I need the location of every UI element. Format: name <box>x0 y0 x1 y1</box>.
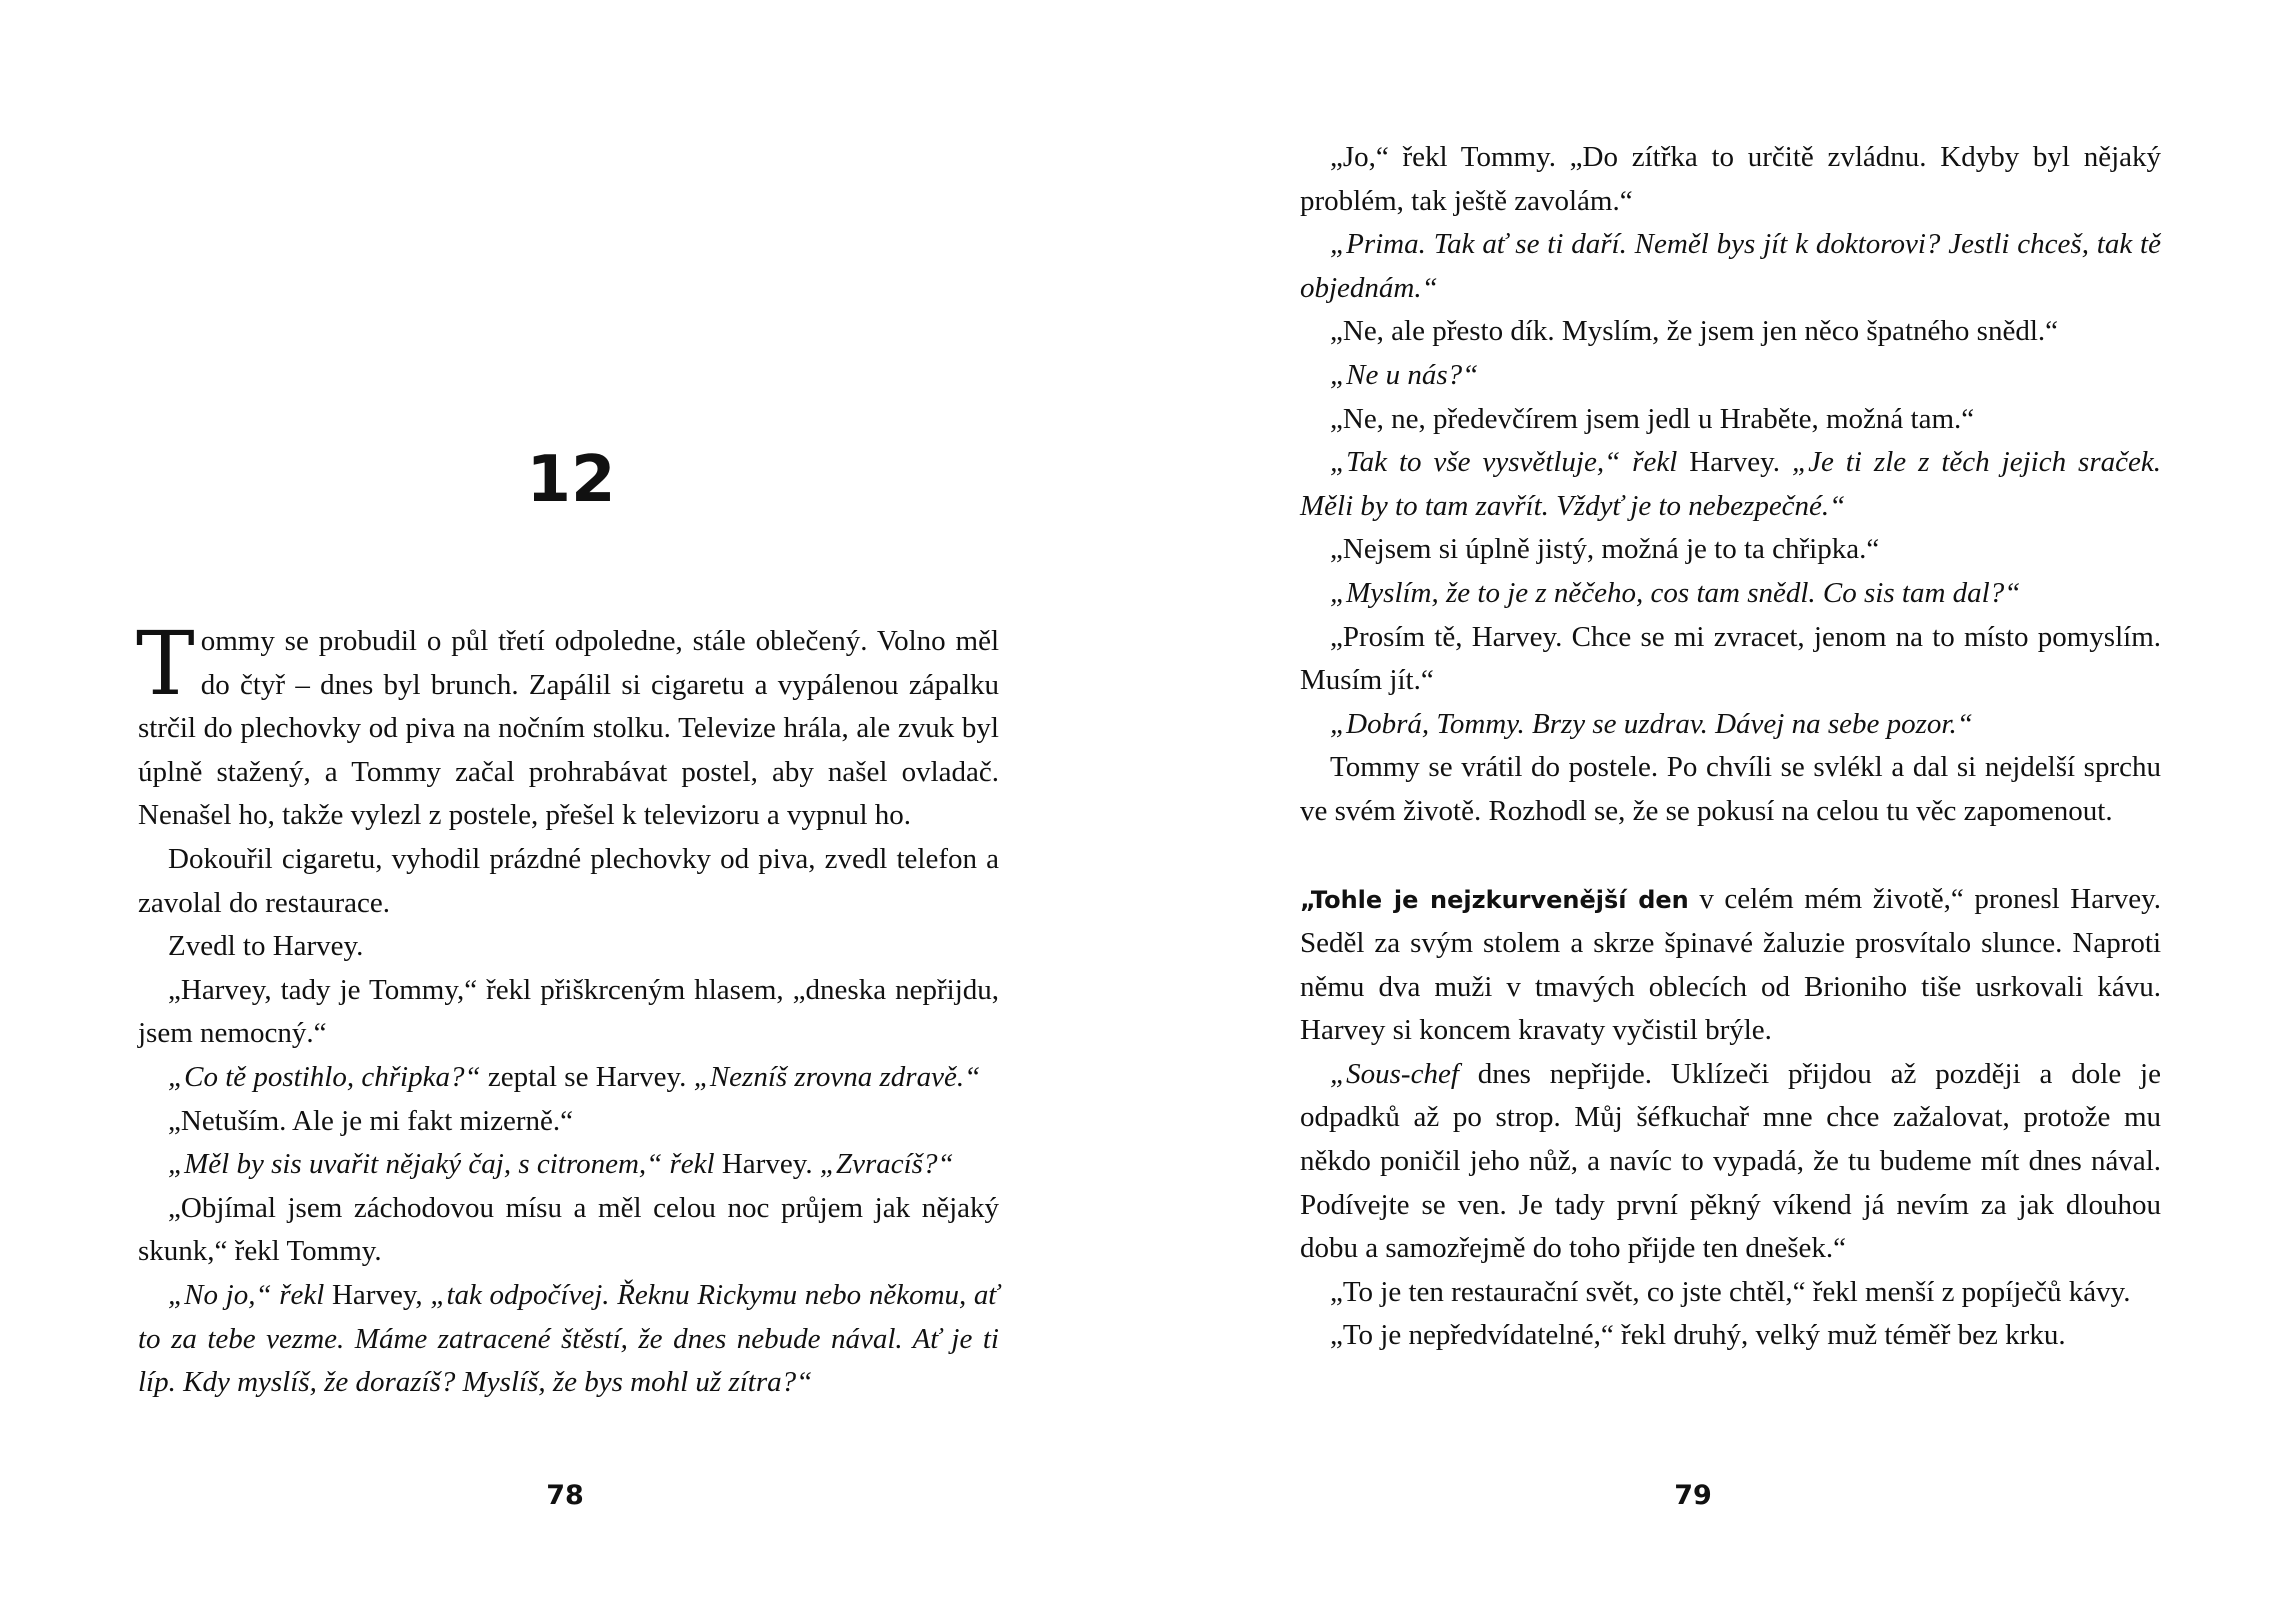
paragraph: „Harvey, tady je Tommy,“ řekl přiškrceným hlasem, „dneska nepřijdu, jsem nemocný.“ <box>138 973 999 1050</box>
drop-cap: T <box>136 612 195 715</box>
paragraph: „Prosím tě, Harvey. Chce se mi zvracet, jenom na to místo pomyslím. Musím jít.“ <box>1300 620 2161 697</box>
left-page-text <box>136 612 999 1405</box>
section-break <box>1300 834 2161 878</box>
paragraph: „Jo,“ řekl Tommy. „Do zítřka to určitě zvládnu. Kdyby byl nějaký problém, tak ještě zavolám.“ <box>1300 141 2161 217</box>
paragraph: „Tak to vše vysvětluje,“ řekl Harvey. „Je ti zle z těch jejich sraček. Měli by to tam zavřít. Vždyť je to nebezpečné.“ <box>1300 446 2161 522</box>
paragraph: „Měl by sis uvařit nějaký čaj, s citronem,“ řekl Harvey. „Zvracíš?“ <box>168 1148 954 1181</box>
paragraph: Tommy se probudil o půl třetí odpoledne, stále oblečený. Volno měl do čtyř – dnes byl brunch. Zapálil si cigaretu a vypálenou zápalku strčil do plechovky od piva na nočním stolku. Televize hrála, ale zvuk byl úplně stažený, a Tommy začal prohrabávat postel, aby našel ovladač. Nenašel ho, takže vylezl z postele, přešel k televizoru a vypnul ho. <box>136 612 999 832</box>
paragraph: „Ne u nás?“ <box>1330 358 1479 391</box>
paragraph: „Objímal jsem záchodovou mísu a měl celou noc průjem jak nějaký skunk,“ řekl Tommy. <box>138 1191 999 1268</box>
paragraph: „Myslím, že to je z něčeho, cos tam snědl. Co sis tam dal?“ <box>1330 576 2021 609</box>
paragraph: „Tohle je nejzkurvenější den v celém mém životě,“ pronesl Harvey. Seděl za svým stolem a skrze špinavé žaluzie prosvítalo slunce. Naproti němu dva muži v tmavých oblecích od Brioniho tiše usrkovali kávu. Harvey si koncem kravaty vyčistil brýle. <box>1300 882 2162 1047</box>
paragraph: „To je nepředvídatelné,“ řekl druhý, velký muž téměř bez krku. <box>1330 1319 2066 1352</box>
paragraph: „Co tě postihlo, chřipka?“ zeptal se Harvey. „Nezníš zrovna zdravě.“ <box>168 1060 981 1093</box>
paragraph: „Dobrá, Tommy. Brzy se uzdrav. Dávej na sebe pozor.“ <box>1330 707 1973 740</box>
right-page-text <box>1300 136 2161 1358</box>
right-page <box>1142 0 2284 1615</box>
paragraph: Zvedl to Harvey. <box>168 930 364 963</box>
page-number: 78 <box>546 1480 584 1511</box>
paragraph: „Netuším. Ale je mi fakt mizerně.“ <box>168 1104 574 1137</box>
paragraph: „Nejsem si úplně jistý, možná je to ta chřipka.“ <box>1330 533 1880 566</box>
page-number: 79 <box>1674 1480 1712 1511</box>
paragraph: „No jo,“ řekl Harvey, „tak odpočívej. Řeknu Rickymu nebo někomu, ať to za tebe vezme. Máme zatracené štěstí, že dnes nebude nával. Ať je ti líp. Kdy myslíš, že dorazíš? Myslíš, že bys mohl už zítra?“ <box>138 1278 999 1399</box>
paragraph: Tommy se vrátil do postele. Po chvíli se svlékl a dal si nejdelší sprchu ve svém životě. Rozhodl se, že se pokusí na celou tu věc zapomenout. <box>1300 751 2161 827</box>
paragraph: Dokouřil cigaretu, vyhodil prázdné plechovky od piva, zvedl telefon a zavolal do restaurace. <box>138 842 999 919</box>
paragraph: „Ne, ale přesto dík. Myslím, že jsem jen něco špatného snědl.“ <box>1330 315 2059 348</box>
paragraph: „Sous-chef dnes nepřijde. Uklízeči přijdou až později a dole je odpadků až po strop. Můj šéfkuchař mne chce zažalovat, protože mu někdo poničil jeho nůž, a navíc to vypadá, že tu budeme mít dnes nával. Podívejte se ven. Je tady první pěkný víkend já nevím za jak dlouhou dobu a samozřejmě do toho přijde ten dnešek.“ <box>1300 1057 2161 1265</box>
paragraph: „To je ten restaurační svět, co jste chtěl,“ řekl menší z popíječů kávy. <box>1330 1275 2131 1308</box>
chapter-number: 12 <box>526 443 616 517</box>
paragraph: „Prima. Tak ať se ti daří. Neměl bys jít k doktorovi? Jestli chceš, tak tě objednám.“ <box>1300 228 2161 304</box>
paragraph: „Ne, ne, předevčírem jsem jedl u Hraběte, možná tam.“ <box>1330 402 1975 435</box>
